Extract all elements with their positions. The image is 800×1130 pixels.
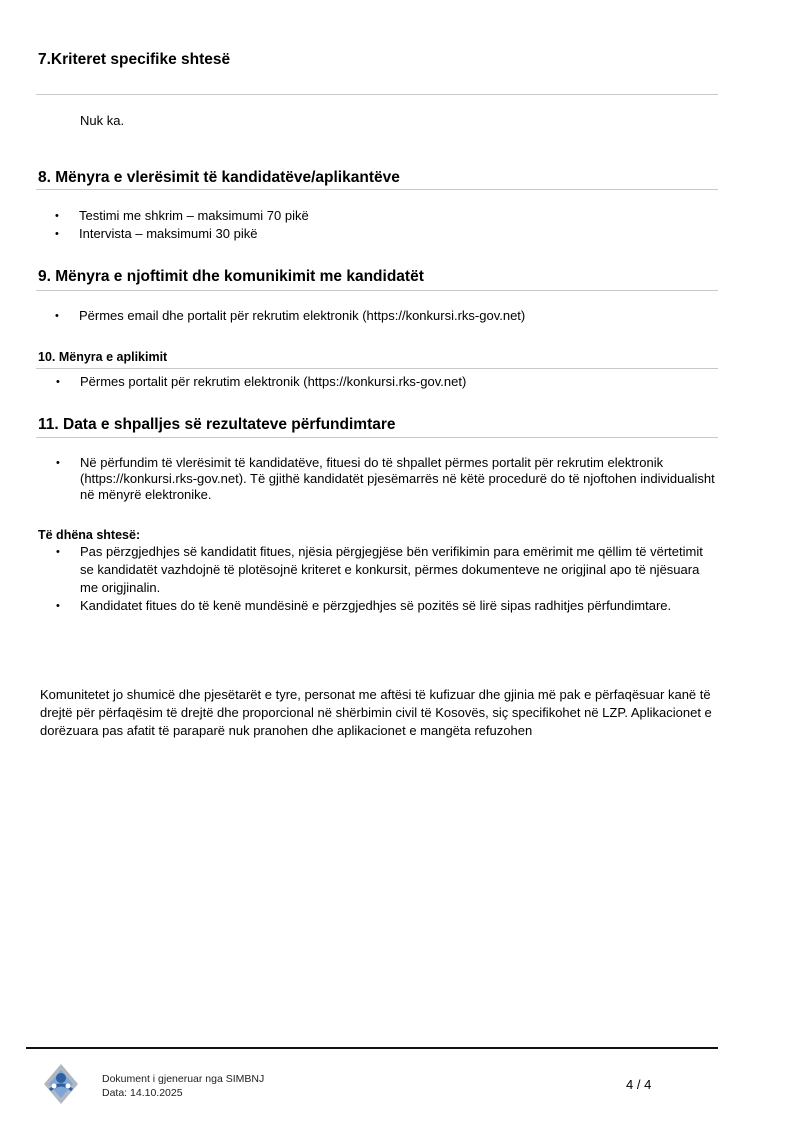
divider	[36, 368, 718, 369]
list-item: • Testimi me shkrim – maksimumi 70 pikë	[79, 207, 699, 225]
section-9-title: 9. Mënyra e njoftimit dhe komunikimit me kandidatët	[38, 268, 424, 285]
footer-divider	[26, 1047, 718, 1049]
list-item: • Në përfundim të vlerësimit të kandidatëve, fituesi do të shpallet përmes portalit për rekrutim elektronik (https://konkursi.rks-gov.net). Të gjithë kandidatët pjesëmarrës në këtë procedurë do të njoftohen individualisht në mënyrë elektronike.	[80, 455, 720, 503]
list-item: • Përmes portalit për rekrutim elektronik (https://konkursi.rks-gov.net)	[80, 373, 710, 391]
extra-info-title: Të dhëna shtesë:	[38, 528, 141, 542]
section-8-list	[79, 207, 699, 243]
footer-generated-by: Dokument i gjeneruar nga SIMBNJ	[102, 1073, 265, 1085]
section-10-title: 10. Mënyra e aplikimit	[38, 350, 168, 364]
section-11-title: 11. Data e shpalljes së rezultateve përfundimtare	[38, 416, 396, 433]
section-10-list	[80, 373, 710, 391]
page-number: 4 / 4	[626, 1077, 652, 1092]
section-9-list	[79, 307, 709, 325]
section-7-body: Nuk ka.	[80, 113, 125, 128]
extra-info-list	[80, 543, 720, 615]
divider	[36, 94, 718, 95]
list-item: • Përmes email dhe portalit për rekrutim elektronik (https://konkursi.rks-gov.net)	[79, 307, 709, 325]
list-item: • Kandidatet fitues do të kenë mundësinë e përzgjedhjes së pozitës së lirë sipas radhitjes përfundimtare.	[80, 597, 720, 615]
list-item: • Intervista – maksimumi 30 pikë	[79, 225, 699, 243]
divider	[36, 437, 718, 438]
section-7-title: 7.Kriteret specifike shtesë	[38, 51, 231, 68]
simbnj-logo-icon	[40, 1062, 82, 1106]
section-8-title: 8. Mënyra e vlerësimit të kandidatëve/aplikantëve	[38, 169, 400, 186]
section-11-list	[80, 455, 720, 503]
divider	[36, 290, 718, 291]
list-item: • Pas përzgjedhjes së kandidatit fitues, njësia përgjegjëse bën verifikimin para emërimit me qëllim të vërtetimit se kandidatët vazhdojnë të plotësojnë kriteret e konkursit, përmes dokumenteve ne origjinal apo të njësuara me origjinalin.	[80, 543, 720, 597]
footer-date: Data: 14.10.2025	[102, 1087, 183, 1099]
closing-paragraph: Komunitetet jo shumicë dhe pjesëtarët e tyre, personat me aftësi të kufizuar dhe gjinia më pak e përfaqësuar kanë të drejtë për përfaqësim të drejtë dhe proporcional në shërbimin civil të Kosovës, siç specifikohet në LZP. Aplikacionet e dorëzuara pas afatit të paraparë nuk pranohen dhe aplikacionet e mangëta refuzohen	[40, 687, 712, 738]
divider	[36, 189, 718, 190]
